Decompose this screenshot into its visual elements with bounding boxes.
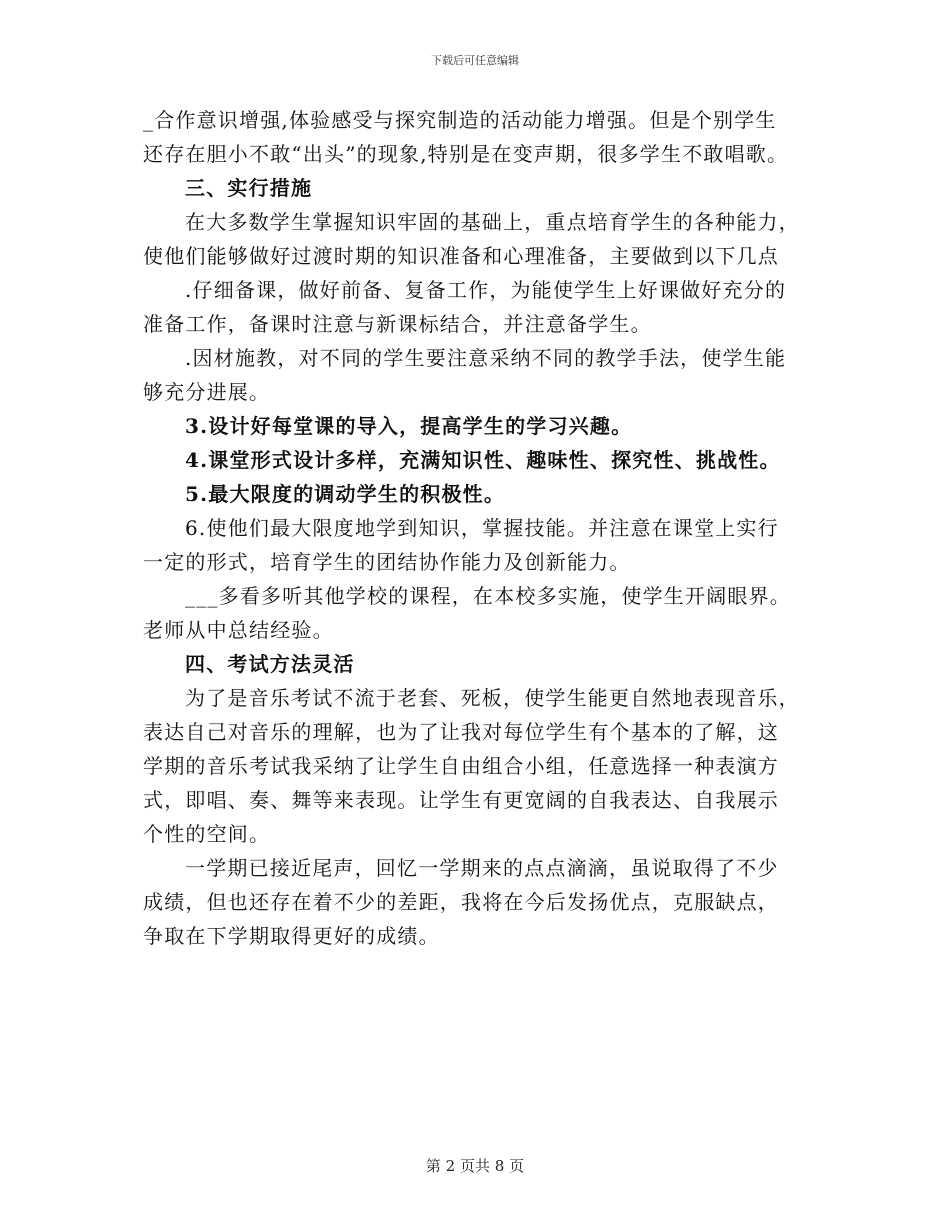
paragraph-line: 一学期已接近尾声，回忆一学期来的点点滴滴，虽说取得了不少 (185, 856, 779, 880)
paragraph-line: _合作意识增强,体验感受与探究制造的活动能力增强。但是个别学生 (143, 108, 777, 132)
paragraph-line: 够充分进展。 (143, 380, 271, 404)
paragraph-line: 争取在下学期取得更好的成绩。 (143, 924, 440, 948)
paragraph-line: 使他们能够做好过渡时期的知识准备和心理准备，主要做到以下几点 (143, 244, 779, 268)
paragraph-line: 老师从中总结经验。 (143, 618, 334, 642)
document-body (143, 103, 823, 953)
list-item: .因材施教，对不同的学生要注意采纳不同的教学手法，使学生能 (185, 346, 787, 370)
paragraph-line: 一定的形式，培育学生的团结协作能力及创新能力。 (143, 550, 631, 574)
paragraph-line: 成绩，但也还存在着不少的差距，我将在今后发扬优点，克服缺点， (143, 890, 779, 914)
paragraph-line: 在大多数学生掌握知识牢固的基础上，重点培育学生的各种能力， (185, 210, 800, 234)
list-item: ___多看多听其他学校的课程，在本校多实施，使学生开阔眼界。 (185, 584, 791, 608)
paragraph-line: 式，即唱、奏、舞等来表现。让学生有更宽阔的自我表达、自我展示 (143, 788, 779, 812)
page-header: 下载后可任意编辑 (431, 54, 519, 67)
list-item: 5.最大限度的调动学生的积极性。 (185, 482, 506, 506)
list-item: 4.课堂形式设计多样，充满知识性、趣味性、探究性、挑战性。 (185, 448, 781, 472)
paragraph-line: 学期的音乐考试我采纳了让学生自由组合小组，任意选择一种表演方 (143, 754, 779, 778)
paragraph-line: 表达自己对音乐的理解，也为了让我对每位学生有个基本的了解，这 (143, 720, 779, 744)
list-item: .仔细备课，做好前备、复备工作，为能使学生上好课做好充分的 (185, 278, 787, 302)
page-footer: 第 2 页共 8 页 (425, 1157, 525, 1175)
paragraph-line: 为了是音乐考试不流于老套、死板，使学生能更自然地表现音乐， (185, 686, 800, 710)
paragraph-line: 准备工作，备课时注意与新课标结合，并注意备学生。 (143, 312, 652, 336)
section-heading: 三、实行措施 (185, 176, 313, 200)
section-heading: 四、考试方法灵活 (185, 652, 355, 676)
list-item: 6.使他们最大限度地学到知识，掌握技能。并注意在课堂上实行 (185, 516, 779, 540)
list-item: 3.设计好每堂课的导入，提高学生的学习兴趣。 (185, 414, 633, 438)
paragraph-line: 还存在胆小不敢“出头”的现象,特别是在变声期，很多学生不敢唱歌。 (143, 142, 789, 166)
paragraph-line: 个性的空间。 (143, 822, 271, 846)
